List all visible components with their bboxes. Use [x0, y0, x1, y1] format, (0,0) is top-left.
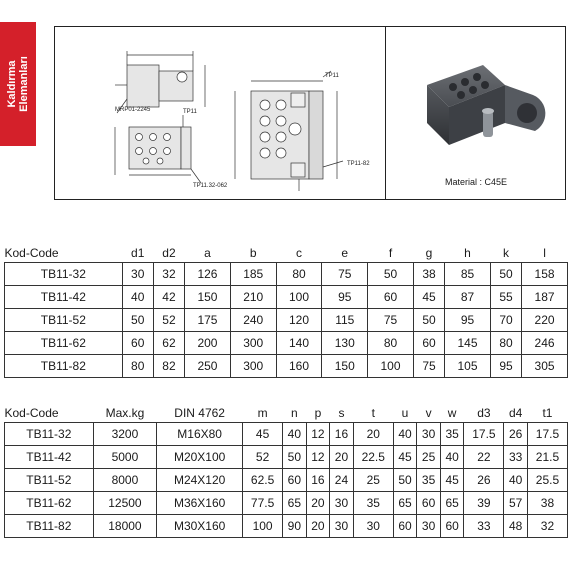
table-row	[5, 492, 568, 515]
table-cell: 57	[504, 492, 528, 515]
column-header: a	[204, 246, 211, 260]
table-row	[5, 332, 568, 355]
column-header: e	[341, 246, 349, 260]
table-cell: 60	[122, 332, 153, 355]
table-cell: 22	[464, 446, 504, 469]
frame-divider	[385, 27, 386, 199]
table-cell: 60	[368, 286, 414, 309]
table-cell: 50	[368, 263, 414, 286]
table-cell: 60	[283, 469, 307, 492]
column-header: p	[314, 406, 322, 420]
table-cell: 65	[440, 492, 464, 515]
table-cell: 80	[122, 355, 153, 378]
column-header: l	[543, 246, 546, 260]
table-row	[5, 309, 568, 332]
table-row	[5, 423, 568, 446]
table-cell: 160	[276, 355, 322, 378]
table-cell: 175	[185, 309, 231, 332]
table-cell: 22.5	[353, 446, 393, 469]
table-cell: 3200	[93, 423, 156, 446]
table-cell: 32	[527, 515, 567, 538]
technical-drawing	[55, 27, 385, 199]
table-cell: 100	[368, 355, 414, 378]
table-cell: 20	[306, 515, 330, 538]
table-cell: 40	[440, 446, 464, 469]
table-cell: 5000	[93, 446, 156, 469]
table-cell: 105	[445, 355, 491, 378]
column-header: c	[295, 246, 302, 260]
column-header: Max.kg	[105, 406, 145, 420]
column-header: u	[401, 406, 409, 420]
column-header: t1	[542, 406, 553, 420]
table-cell: 210	[230, 286, 276, 309]
table-cell: 185	[230, 263, 276, 286]
table-cell: 50	[283, 446, 307, 469]
table-cell: 20	[330, 446, 354, 469]
table-cell: 55	[490, 286, 521, 309]
table-cell: 60	[417, 492, 441, 515]
table-cell: 30	[417, 423, 441, 446]
table-cell: 12	[306, 446, 330, 469]
table-cell: 82	[153, 355, 184, 378]
table-cell: 8000	[93, 469, 156, 492]
table-cell: 17.5	[527, 423, 567, 446]
table-cell: 33	[464, 515, 504, 538]
table-cell: 40	[122, 286, 153, 309]
table-cell: 150	[185, 286, 231, 309]
table-cell: M30X160	[157, 515, 243, 538]
label-tp11-right: TP11-82	[347, 161, 370, 167]
dimensions-table	[4, 244, 568, 378]
table-cell: 60	[413, 332, 444, 355]
column-header: d2	[162, 246, 176, 260]
product-code-cell: TB11-62	[5, 332, 123, 355]
table-row	[5, 469, 568, 492]
table-cell: 305	[522, 355, 568, 378]
table-cell: 62	[153, 332, 184, 355]
product-code-cell: TB11-62	[5, 492, 94, 515]
table-cell: 60	[440, 515, 464, 538]
table-cell: 50	[393, 469, 417, 492]
label-tp11-left: TP11	[183, 109, 197, 115]
column-header: h	[464, 246, 471, 260]
table-cell: 16	[306, 469, 330, 492]
table-cell: 39	[464, 492, 504, 515]
column-header: DIN 4762	[174, 406, 225, 420]
table-cell: 62.5	[243, 469, 283, 492]
table-cell: 75	[368, 309, 414, 332]
product-code-cell: TB11-52	[5, 469, 94, 492]
table-cell: 35	[353, 492, 393, 515]
table-cell: 20	[306, 492, 330, 515]
table-cell: 80	[490, 332, 521, 355]
table-cell: 35	[440, 423, 464, 446]
table-cell: 35	[417, 469, 441, 492]
table-cell: 12500	[93, 492, 156, 515]
table-cell: 70	[490, 309, 521, 332]
table-cell: 120	[276, 309, 322, 332]
table-cell: 24	[330, 469, 354, 492]
table-row	[5, 515, 568, 538]
table-cell: 140	[276, 332, 322, 355]
load-bolts-table	[4, 404, 568, 538]
table-cell: 126	[185, 263, 231, 286]
column-header: g	[425, 246, 433, 260]
table-cell: 40	[504, 469, 528, 492]
table-cell: 18000	[93, 515, 156, 538]
label-tp1132: TP11.32-062	[193, 183, 228, 189]
table-cell: 50	[122, 309, 153, 332]
table-cell: 20	[353, 423, 393, 446]
column-header: d3	[477, 406, 491, 420]
label-mrp: MRP01-2245	[115, 107, 151, 113]
block-part-icon	[427, 65, 545, 145]
table-row	[5, 355, 568, 378]
table-cell: 30	[330, 492, 354, 515]
column-header: Kod-Code	[4, 406, 59, 420]
table-cell: 48	[504, 515, 528, 538]
table-cell: 65	[283, 492, 307, 515]
column-header: k	[503, 246, 510, 260]
table-cell: 25	[417, 446, 441, 469]
table-cell: M16X80	[157, 423, 243, 446]
column-header: w	[447, 406, 457, 420]
table-cell: 60	[393, 515, 417, 538]
table-cell: 12	[306, 423, 330, 446]
material-label: Material : C45E	[444, 177, 508, 187]
table-cell: 87	[445, 286, 491, 309]
table-header-row	[5, 404, 568, 423]
table-cell: 30	[417, 515, 441, 538]
table-cell: 45	[243, 423, 283, 446]
column-header: t	[371, 406, 375, 420]
table-row	[5, 286, 568, 309]
table-cell: M20X100	[157, 446, 243, 469]
column-header: s	[338, 406, 345, 420]
table-cell: 158	[522, 263, 568, 286]
table-cell: 25	[353, 469, 393, 492]
table-cell: M36X160	[157, 492, 243, 515]
product-code-cell: TB11-52	[5, 309, 123, 332]
table-cell: 130	[322, 332, 368, 355]
table-cell: 300	[230, 355, 276, 378]
table-cell: 95	[490, 355, 521, 378]
product-code-cell: TB11-32	[5, 423, 94, 446]
product-figure-frame	[54, 26, 566, 200]
table-cell: 77.5	[243, 492, 283, 515]
table-cell: 90	[283, 515, 307, 538]
column-header: m	[257, 406, 268, 420]
column-header: f	[388, 246, 393, 260]
table-cell: 75	[413, 355, 444, 378]
product-code-cell: TB11-82	[5, 355, 123, 378]
table-cell: 80	[368, 332, 414, 355]
table-cell: 16	[330, 423, 354, 446]
category-tab-label: Kaldırma Elemanları	[6, 56, 31, 112]
table-cell: 100	[243, 515, 283, 538]
table-cell: M24X120	[157, 469, 243, 492]
table-cell: 26	[504, 423, 528, 446]
table-cell: 32	[153, 263, 184, 286]
product-code-cell: TB11-42	[5, 286, 123, 309]
column-header: v	[425, 406, 432, 420]
table-cell: 75	[322, 263, 368, 286]
table-cell: 26	[464, 469, 504, 492]
table-cell: 240	[230, 309, 276, 332]
table-cell: 187	[522, 286, 568, 309]
table-cell: 80	[276, 263, 322, 286]
label-tp11-top: TP11	[325, 73, 339, 79]
table-cell: 21.5	[527, 446, 567, 469]
table-cell: 150	[322, 355, 368, 378]
table-cell: 45	[440, 469, 464, 492]
table-cell: 85	[445, 263, 491, 286]
table-row	[5, 263, 568, 286]
table-cell: 300	[230, 332, 276, 355]
table-cell: 95	[322, 286, 368, 309]
table-cell: 17.5	[464, 423, 504, 446]
table-cell: 145	[445, 332, 491, 355]
product-code-cell: TB11-42	[5, 446, 94, 469]
product-photo	[387, 27, 565, 199]
table-cell: 50	[490, 263, 521, 286]
table-cell: 33	[504, 446, 528, 469]
table-cell: 65	[393, 492, 417, 515]
table-cell: 25.5	[527, 469, 567, 492]
table-cell: 30	[330, 515, 354, 538]
table-row	[5, 446, 568, 469]
table-cell: 42	[153, 286, 184, 309]
table-cell: 45	[393, 446, 417, 469]
table-cell: 40	[393, 423, 417, 446]
table-cell: 52	[153, 309, 184, 332]
table-header-row	[5, 244, 568, 263]
table-cell: 95	[445, 309, 491, 332]
table-cell: 40	[283, 423, 307, 446]
table-cell: 200	[185, 332, 231, 355]
table-cell: 246	[522, 332, 568, 355]
table-cell: 52	[243, 446, 283, 469]
table-cell: 220	[522, 309, 568, 332]
column-header: Kod-Code	[4, 246, 59, 260]
table-cell: 30	[122, 263, 153, 286]
table-cell: 38	[413, 263, 444, 286]
table-cell: 30	[353, 515, 393, 538]
table-cell: 50	[413, 309, 444, 332]
product-code-cell: TB11-32	[5, 263, 123, 286]
category-tab	[0, 22, 36, 146]
table-cell: 100	[276, 286, 322, 309]
column-header: n	[291, 406, 298, 420]
column-header: b	[249, 246, 257, 260]
table-cell: 38	[527, 492, 567, 515]
column-header: d1	[131, 246, 145, 260]
column-header: d4	[508, 406, 523, 420]
table-cell: 45	[413, 286, 444, 309]
table-cell: 115	[322, 309, 368, 332]
table-cell: 250	[185, 355, 231, 378]
product-code-cell: TB11-82	[5, 515, 94, 538]
